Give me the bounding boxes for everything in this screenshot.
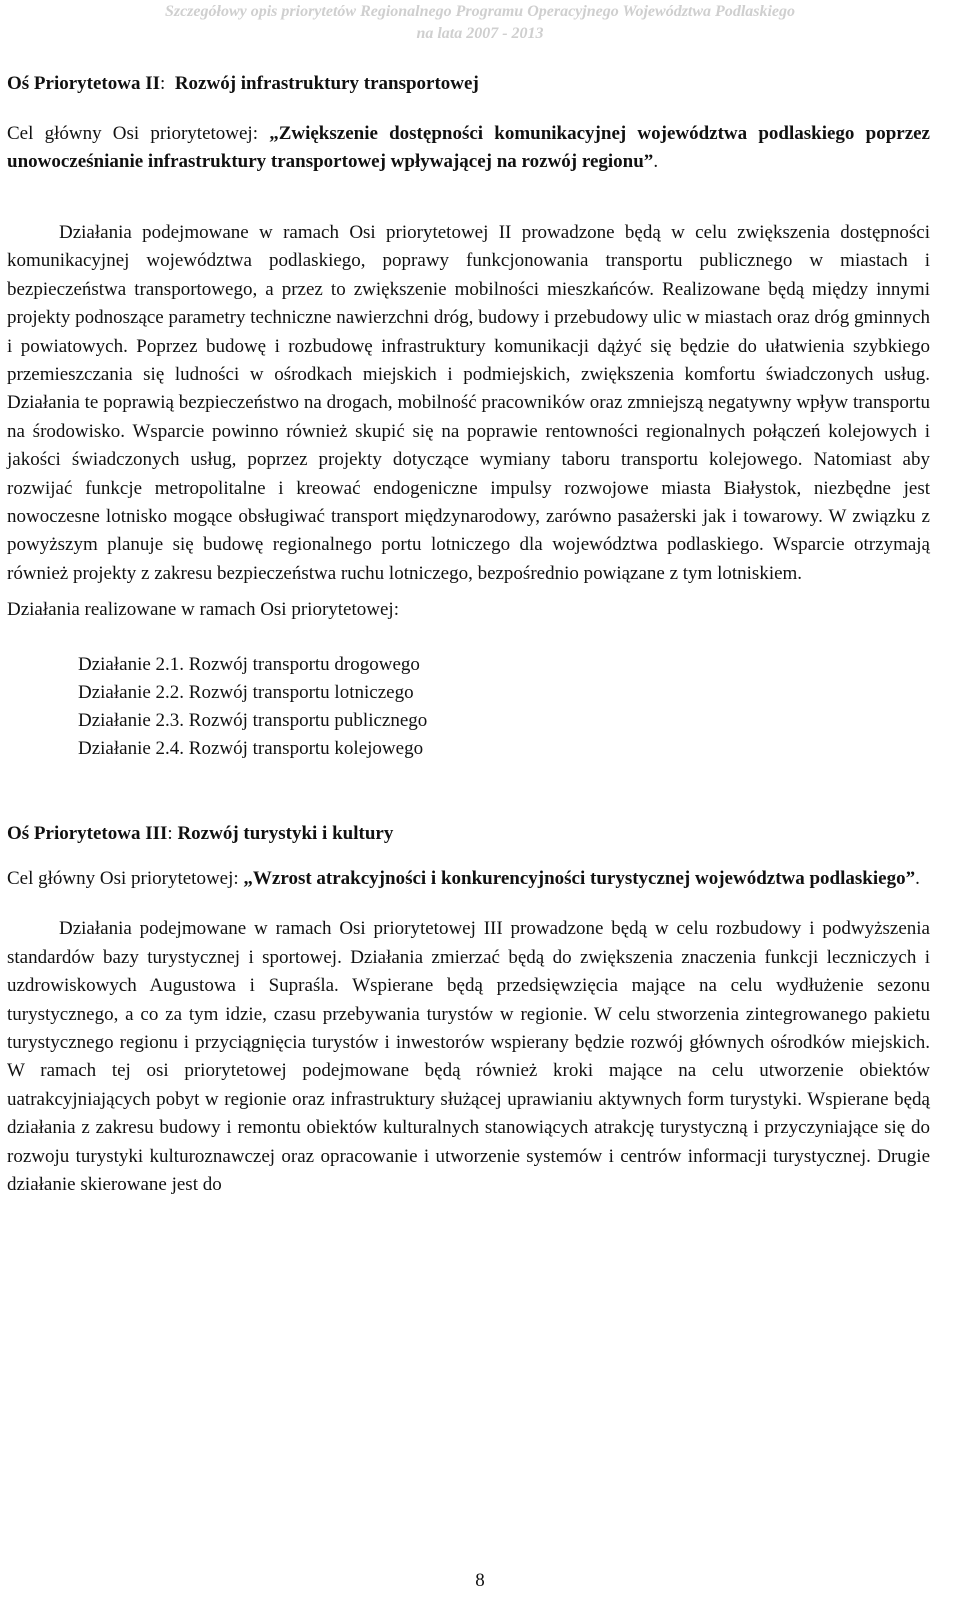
- axis3-heading: [7, 820, 930, 848]
- axis2-actions-intro: Działania realizowane w ramach Osi priorytetowej:: [7, 599, 399, 621]
- axis3-heading-prefix: Oś Priorytetowa III: [7, 823, 168, 845]
- axis2-heading: [7, 70, 930, 98]
- axis2-heading-sep: :: [160, 73, 175, 94]
- axis2-goal-text: „Zwiększenie dostępności komunikacyjnej województwa podlaskiego poprzez unowocześnianie infrastruktury transportowej wpływającej na rozwój regionu”: [7, 123, 930, 172]
- axis3-goal-end: .: [915, 868, 920, 890]
- action-item: Działanie 2.3. Rozwój transportu publicznego: [78, 710, 428, 732]
- action-item: Działanie 2.2. Rozwój transportu lotniczego: [78, 682, 414, 704]
- axis2-goal: [7, 120, 930, 176]
- page-number: 8: [475, 1570, 485, 1591]
- axis3-goal-label: Cel główny Osi priorytetowej:: [7, 868, 244, 890]
- action-item: Działanie 2.1. Rozwój transportu drogowego: [78, 654, 420, 676]
- action-item: Działanie 2.4. Rozwój transportu kolejowego: [78, 738, 424, 760]
- axis2-goal-label: Cel główny Osi priorytetowej:: [7, 123, 270, 144]
- header-title: Szczegółowy opis priorytetów Regionalnego Programu Operacyjnego Województwa Podlaskiego: [164, 3, 796, 20]
- axis3-goal: [7, 865, 930, 893]
- axis2-heading-prefix: Oś Priorytetowa II: [7, 73, 161, 94]
- page-content: [7, 70, 930, 1199]
- axis2-heading-title: Rozwój infrastruktury transportowej: [174, 73, 479, 94]
- axis3-heading-sep: :: [167, 823, 178, 845]
- axis2-paragraph: Działania podejmowane w ramach Osi priorytetowej II prowadzone będą w celu zwiększenia dostępności komunikacyjnej województwa podlaskiego, poprawy funkcjonowania transportu publicznego w miastach i bezpieczeństwa transportowego, a przez to zwiększenie mobilności mieszkańców. Realizowane będą między innymi projekty podnoszące parametry techniczne nawierzchni dróg, budowy i przebudowy ulic w miastach oraz dróg gminnych i powiatowych. Poprzez budowę i rozbudowę infrastruktury komunikacji dążyć się będzie do ułatwienia szybkiego przemieszczania się ludności w ośrodkach miejskich i podmiejskich, zwiększenia komfortu świadczonych usług. Działania te poprawią bezpieczeństwo na drogach, mobilność pracowników oraz zmniejszą negatywny wpływ transportu na środowisko. Wsparcie powinno również skupić się na poprawie rentowności regionalnych połączeń kolejowych i jakości świadczonych usług, poprzez projekty dotyczące wymiany taboru transportu kolejowego. Natomiast aby rozwijać funkcje metropolitalne i kreować endogeniczne impulsy rozwojowe miasta Białystok, niezbędne jest nowoczesne lotnisko mogące obsługiwać transport międzynarodowy, zarówno pasażerski jak i towarowy. W związku z powyższym planuje się budowę regionalnego portu lotniczego dla województwa podlaskiego. Wsparcie otrzymają również projekty z zakresu bezpieczeństwa ruchu lotniczego, bezpośrednio powiązane z tym lotniskiem.: [7, 222, 930, 584]
- axis3-paragraph: Działania podejmowane w ramach Osi priorytetowej III prowadzone będą w celu rozbudowy i podwyższenia standardów bazy turystycznej i sportowej. Działania zmierzać będą do zwiększenia znaczenia funkcji leczniczych i uzdrowiskowych Augustowa i Supraśla. Wspierane będą przedsięwzięcia mające na celu wydłużenie sezonu turystycznego, a co za tym idzie, czasu przebywania turystów w regionie. W celu stworzenia zintegrowanego pakietu turystycznego regionu i przyciągnięcia turystów i inwestorów wspierany będzie rozwój głównych ośrodków miejskich. W ramach tej osi priorytetowej podejmowane będą również kroki mające na celu utworzenie obiektów uatrakcyjniających pobyt w regionie oraz infrastruktury służącej uprawianiu aktywnych form turystyki. Wspierane będą działania z zakresu budowy i remontu obiektów kulturalnych stanowiących atrakcję turystyczną i przyczyniające się do rozwoju turystyki kulturoznawczej oraz opracowanie i utworzenie systemów i centrów informacji turystycznej. Drugie działanie skierowane jest do: [7, 918, 930, 1195]
- header-period: na lata 2007 - 2013: [416, 25, 544, 42]
- axis3-heading-title: Rozwój turystyki i kultury: [177, 823, 394, 845]
- axis2-goal-end: .: [653, 151, 659, 172]
- axis2-actions-list: [7, 651, 930, 763]
- axis3-goal-text: „Wzrost atrakcyjności i konkurencyjności turystycznej województwa podlaskiego”: [243, 868, 916, 890]
